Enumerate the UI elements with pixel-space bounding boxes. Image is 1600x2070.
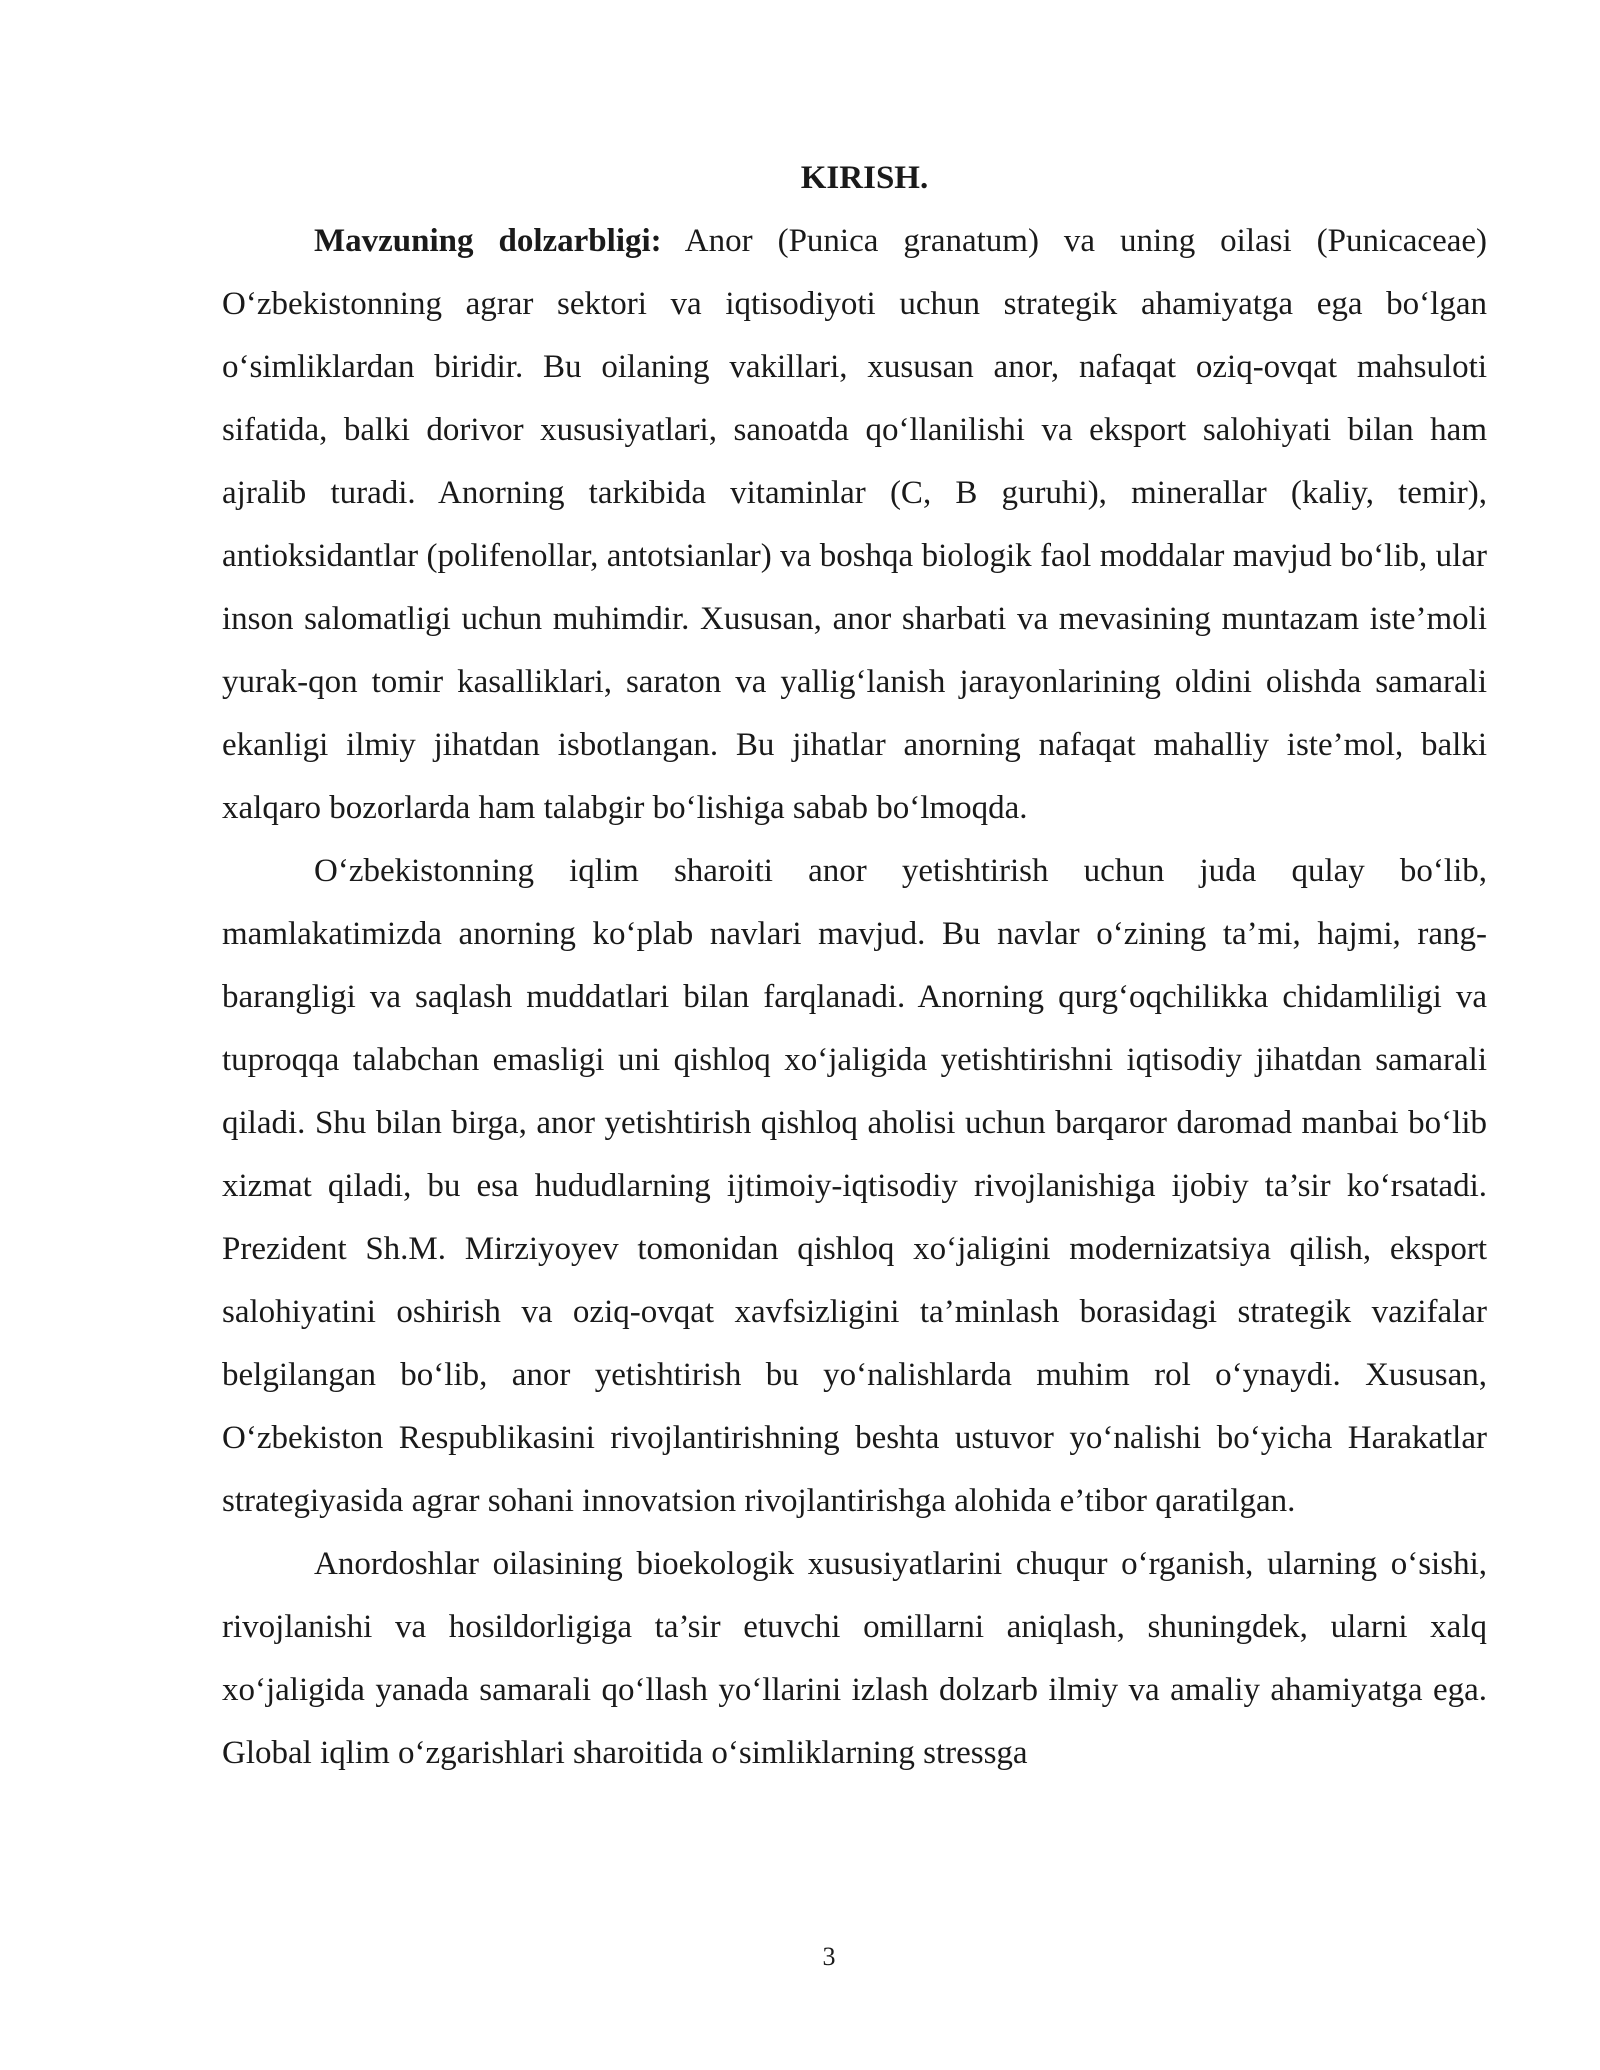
document-body — [222, 147, 1487, 1785]
paragraph-climate: O‘zbekistonning iqlim sharoiti anor yetishtirish uchun juda qulay bo‘lib, mamlakatimizda anorning ko‘plab navlari mavjud. Bu navlar o‘zining ta’mi, hajmi, rang-barangligi va saqlash muddatlari bilan farqlanadi. Anorning qurg‘oqchilikka chidamliligi va tuproqqa talabchan emasligi uni qishloq xo‘jaligida yetishtirishni iqtisodiy jihatdan samarali qiladi. Shu bilan birga, anor yetishtirish qishloq aholisi uchun barqaror daromad manbai bo‘lib xizmat qiladi, bu esa hududlarning ijtimoiy-iqtisodiy rivojlanishiga ijobiy ta’sir ko‘rsatadi. Prezident Sh.M. Mirziyoyev tomonidan qishloq xo‘jaligini modernizatsiya qilish, eksport salohiyatini oshirish va oziq-ovqat xavfsizligini ta’minlash borasidagi strategik vazifalar belgilangan bo‘lib, anor yetishtirish bu yo‘nalishlarda muhim rol o‘ynaydi. Xususan, O‘zbekiston Respublikasini rivojlantirishning beshta ustuvor yo‘nalishi bo‘yicha Harakatlar strategiyasida agrar sohani innovatsion rivojlantirishga alohida e’tibor qaratilgan. — [222, 853, 1487, 1519]
paragraph-text: Anor (Punica granatum) va uning oilasi (Punicaceae) O‘zbekistonning agrar sektori va iqtisodiyoti uchun strategik ahamiyatga ega bo‘lgan o‘simliklardan biridir. Bu oilaning vakillari, xususan anor, nafaqat oziq-ovqat mahsuloti sifatida, balki dorivor xususiyatlari, sanoatda qo‘llanilishi va eksport salohiyati bilan ham ajralib turadi. Anorning tarkibida vitaminlar (C, B guruhi), minerallar (kaliy, temir), antioksidantlar (polifenollar, antotsianlar) va boshqa biologik faol moddalar mavjud bo‘lib, ular inson salomatligi uchun muhimdir. Xususan, anor sharbati va mevasining muntazam iste’moli yurak-qon tomir kasalliklari, saraton va yallig‘lanish jarayonlarining oldini olishda samarali ekanligi ilmiy jihatdan isbotlangan. Bu jihatlar anorning nafaqat mahalliy iste’mol, balki xalqaro bozorlarda ham talabgir bo‘lishiga sabab bo‘lmoqda. — [222, 223, 1488, 826]
page-number: 3 — [822, 1942, 836, 1971]
paragraph-lead: Mavzuning dolzarbligi: — [314, 223, 662, 259]
section-title: KIRISH. — [800, 160, 929, 196]
paragraph-bioecology: Anordoshlar oilasining bioekologik xususiyatlarini chuqur o‘rganish, ularning o‘sishi, rivojlanishi va hosildorligiga ta’sir etuvchi omillarni aniqlash, shuningdek, ularni xalq xo‘jaligida yanada samarali qo‘llash yo‘llarini izlash dolzarb ilmiy va amaliy ahamiyatga ega. Global iqlim o‘zgarishlari sharoitida o‘simliklarning stressga — [222, 1546, 1487, 1771]
paragraph-relevance — [222, 210, 1487, 840]
